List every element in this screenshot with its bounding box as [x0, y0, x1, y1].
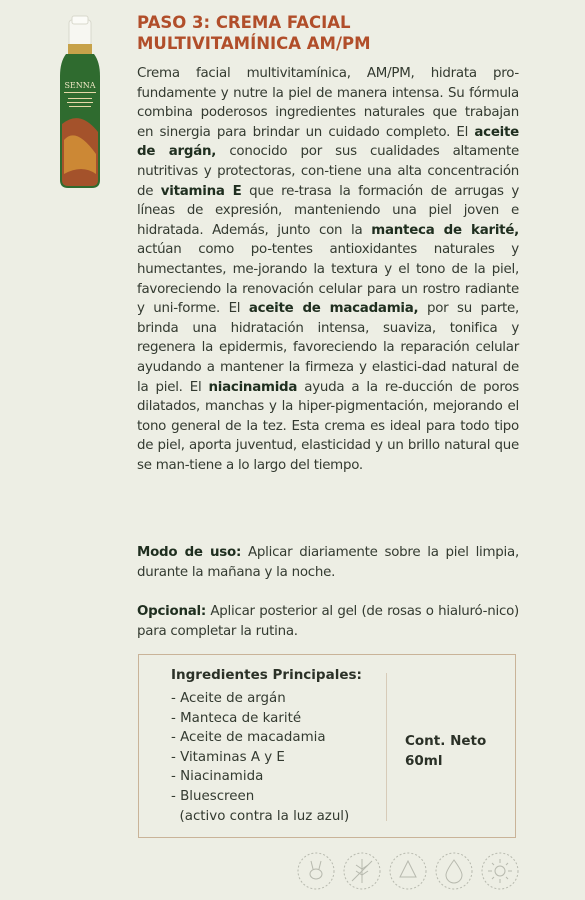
ingredient-item: - Aceite de macadamia [171, 730, 326, 746]
description-text: conocido por sus cualidades altamente nutritivas y protectoras, con-tiene una alta concentración de [137, 144, 519, 199]
usage-text: Aplicar diariamente sobre la piel limpia, durante la mañana y la noche. [137, 545, 519, 580]
page-title [137, 12, 537, 54]
ingredient-item: (activo contra la luz azul) [171, 808, 350, 824]
optional-text: Aplicar posterior al gel (de rosas o hialuró-nico) para completar la rutina. [137, 604, 519, 639]
ingredient-item: - Manteca de karité [171, 710, 302, 726]
ingredients-box [138, 654, 516, 838]
sun-protection-icon [482, 853, 518, 889]
ingredients-list [171, 689, 349, 826]
box-divider [386, 673, 387, 821]
ingredient-item: - Bluescreen [171, 788, 255, 804]
ingredient-item: - Vitaminas A y E [171, 749, 285, 765]
description-text: que re-trasa la formación de arrugas y líneas de expresión, manteniendo una piel joven e hidratada. Además, junto con la [137, 183, 519, 238]
product-bottle-image [52, 14, 108, 192]
description-text: actúan como po-tentes antioxidantes naturales y humectantes, me-jorando la textura y el tono de la piel, favoreciendo la renovación celular para un rostro radiante y uni-forme. El [137, 242, 519, 317]
optional-paragraph [137, 602, 519, 641]
title-line-2: MULTIVITAMÍNICA AM/PM [137, 34, 371, 53]
ingredient-item: - Aceite de argán [171, 691, 286, 706]
description-text: ayuda a la re-ducción de poros dilatados, manchas y la hiper-pigmentación, mejorando el tono general de la tez. Esta crema es ideal para todo tipo de piel, aporta juventud, elasticidad y un brillo natural que se man-tiene a lo largo del tiempo. [137, 379, 519, 473]
net-content-label: Cont. Neto [405, 733, 487, 749]
certification-icons [296, 849, 526, 893]
description-text: Crema facial multivitamínica, AM/PM, hidrata pro-fundamente y nutre la piel de manera intensa. Su fórmula combina poderosos ingredientes naturales que trabajan en sinergia para brindar un cuidado completo. El [137, 66, 519, 140]
usage-label: Modo de uso: [137, 545, 242, 560]
net-content-value: 60ml [405, 753, 443, 769]
water-drop-icon [436, 853, 472, 889]
title-line-1: PASO 3: CREMA FACIAL [137, 13, 351, 32]
cruelty-free-icon [298, 853, 334, 889]
highlight-argan: aceite de argán, [137, 124, 519, 160]
product-brand: SENNA [64, 81, 96, 90]
optional-label: Opcional: [137, 604, 206, 619]
highlight-niacinamida: niacinamida [208, 379, 298, 395]
highlight-macadamia: aceite de macadamia, [248, 301, 419, 317]
usage-paragraph [137, 543, 519, 582]
highlight-vitamin-e: vitamina E [160, 183, 242, 199]
description-text: por su parte, brinda una hidratación intensa, suaviza, tonifica y regenera la epidermis, favoreciendo la reparación celular ayudando a mantener la firmeza y elastici-dad natural de la piel. El [137, 301, 520, 395]
recycle-icon [390, 853, 426, 889]
product-description [137, 64, 519, 475]
highlight-karite: manteca de karité, [371, 222, 519, 238]
ingredient-item: - Niacinamida [171, 769, 264, 785]
no-gluten-icon [344, 853, 380, 889]
ingredients-title: Ingredientes Principales: [171, 667, 362, 683]
net-content [405, 731, 486, 771]
